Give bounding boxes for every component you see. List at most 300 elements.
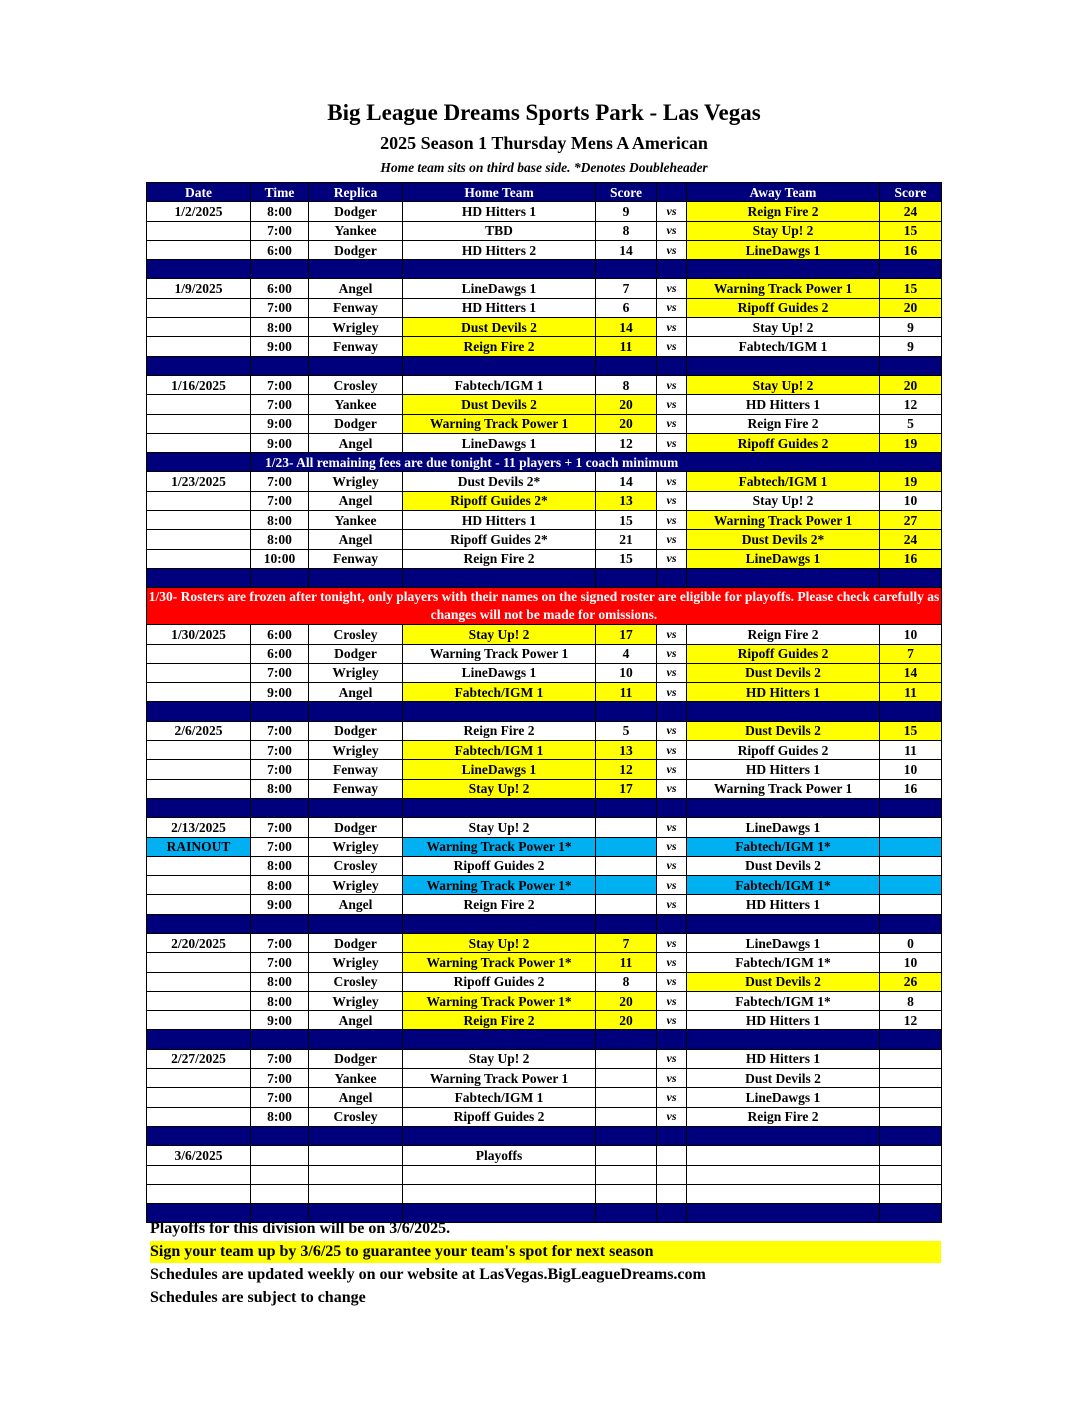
separator-cell xyxy=(147,453,251,472)
cell-date xyxy=(147,298,251,317)
game-row xyxy=(147,991,942,1010)
cell-replica xyxy=(309,1146,403,1165)
cell-vs: vs xyxy=(657,760,687,779)
blank-cell xyxy=(147,1165,251,1184)
game-row xyxy=(147,933,942,952)
cell-home-score: 8 xyxy=(596,375,657,394)
cell-away-score: 15 xyxy=(880,721,942,740)
notice-row xyxy=(147,453,942,472)
cell-vs: vs xyxy=(657,895,687,914)
cell-away-team: Fabtech/IGM 1* xyxy=(687,953,880,972)
game-row xyxy=(147,837,942,856)
cell-time: 7:00 xyxy=(251,395,309,414)
cell-away-team: Reign Fire 2 xyxy=(687,1107,880,1126)
separator-cell xyxy=(880,702,942,721)
cell-time: 7:00 xyxy=(251,953,309,972)
cell-time: 6:00 xyxy=(251,644,309,663)
game-row xyxy=(147,741,942,760)
separator-row xyxy=(147,1030,942,1049)
cell-home-team: Fabtech/IGM 1 xyxy=(403,683,596,702)
cell-vs: vs xyxy=(657,741,687,760)
cell-time: 8:00 xyxy=(251,856,309,875)
cell-replica: Angel xyxy=(309,491,403,510)
cell-home-team: Reign Fire 2 xyxy=(403,337,596,356)
game-row xyxy=(147,240,942,259)
cell-home-team: Warning Track Power 1* xyxy=(403,953,596,972)
separator-cell xyxy=(880,1126,942,1145)
cell-date xyxy=(147,779,251,798)
cell-date: 1/2/2025 xyxy=(147,202,251,221)
cell-home-team: Fabtech/IGM 1 xyxy=(403,375,596,394)
cell-home-score: 12 xyxy=(596,760,657,779)
cell-vs: vs xyxy=(657,933,687,952)
cell-away-team: Reign Fire 2 xyxy=(687,202,880,221)
cell-date xyxy=(147,530,251,549)
cell-away-team: LineDawgs 1 xyxy=(687,240,880,259)
col-header-time: Time xyxy=(251,183,309,202)
separator-cell xyxy=(309,568,403,587)
cell-home-score: 14 xyxy=(596,240,657,259)
cell-date xyxy=(147,895,251,914)
cell-home-score: 11 xyxy=(596,953,657,972)
cell-vs: vs xyxy=(657,279,687,298)
cell-away-team: Dust Devils 2* xyxy=(687,530,880,549)
cell-away-score: 26 xyxy=(880,972,942,991)
cell-vs: vs xyxy=(657,530,687,549)
cell-home-team: Reign Fire 2 xyxy=(403,721,596,740)
cell-away-score: 11 xyxy=(880,683,942,702)
col-header-date: Date xyxy=(147,183,251,202)
cell-home-score: 11 xyxy=(596,337,657,356)
playoff-row xyxy=(147,1146,942,1165)
cell-away-team: Fabtech/IGM 1* xyxy=(687,837,880,856)
page-title: Big League Dreams Sports Park - Las Vegas xyxy=(327,100,761,125)
cell-time: 7:00 xyxy=(251,663,309,682)
cell-date xyxy=(147,433,251,452)
cell-away-score: 15 xyxy=(880,221,942,240)
game-row xyxy=(147,1049,942,1068)
cell-date xyxy=(147,683,251,702)
cell-replica: Angel xyxy=(309,895,403,914)
cell-home-team: Fabtech/IGM 1 xyxy=(403,1088,596,1107)
cell-time xyxy=(251,1146,309,1165)
cell-home-team: Warning Track Power 1 xyxy=(403,644,596,663)
cell-away-team: HD Hitters 1 xyxy=(687,395,880,414)
separator-row xyxy=(147,568,942,587)
cell-away-score: 10 xyxy=(880,953,942,972)
separator-cell xyxy=(251,1030,309,1049)
cell-home-score: 9 xyxy=(596,202,657,221)
cell-away-score: 10 xyxy=(880,625,942,644)
game-row xyxy=(147,202,942,221)
cell-replica: Wrigley xyxy=(309,953,403,972)
cell-home-score: 8 xyxy=(596,221,657,240)
cell-away-team: HD Hitters 1 xyxy=(687,683,880,702)
cell-date xyxy=(147,511,251,530)
cell-replica: Angel xyxy=(309,433,403,452)
cell-away-team: Warning Track Power 1 xyxy=(687,511,880,530)
separator-cell xyxy=(147,1126,251,1145)
cell-home-team: Warning Track Power 1 xyxy=(403,1069,596,1088)
cell-home-score: 10 xyxy=(596,663,657,682)
separator-cell xyxy=(403,1126,596,1145)
cell-time: 7:00 xyxy=(251,298,309,317)
separator-cell xyxy=(596,702,657,721)
cell-away-score: 15 xyxy=(880,279,942,298)
cell-time: 7:00 xyxy=(251,933,309,952)
cell-date xyxy=(147,856,251,875)
cell-vs: vs xyxy=(657,221,687,240)
cell-time: 7:00 xyxy=(251,375,309,394)
cell-time: 6:00 xyxy=(251,279,309,298)
cell-replica: Yankee xyxy=(309,511,403,530)
separator-cell xyxy=(657,260,687,279)
cell-away-score: 19 xyxy=(880,433,942,452)
cell-date xyxy=(147,972,251,991)
cell-replica: Yankee xyxy=(309,1069,403,1088)
game-row xyxy=(147,395,942,414)
cell-time: 7:00 xyxy=(251,1049,309,1068)
blank-cell xyxy=(687,1165,880,1184)
separator-cell xyxy=(309,260,403,279)
separator-cell xyxy=(657,1126,687,1145)
separator-cell xyxy=(687,702,880,721)
col-header-away-score: Score xyxy=(880,183,942,202)
game-row xyxy=(147,549,942,568)
footer-website-note: Schedules are updated weekly on our website at LasVegas.BigLeagueDreams.com xyxy=(150,1266,706,1283)
blank-cell xyxy=(657,1165,687,1184)
separator-cell xyxy=(687,798,880,817)
separator-cell xyxy=(596,356,657,375)
blank-cell xyxy=(687,1184,880,1203)
game-row xyxy=(147,663,942,682)
game-row xyxy=(147,221,942,240)
cell-away-team: Warning Track Power 1 xyxy=(687,279,880,298)
cell-date: 2/13/2025 xyxy=(147,818,251,837)
cell-away-score: 8 xyxy=(880,991,942,1010)
game-row xyxy=(147,856,942,875)
cell-date xyxy=(147,1011,251,1030)
cell-home-team: Dust Devils 2* xyxy=(403,472,596,491)
cell-away-team: LineDawgs 1 xyxy=(687,549,880,568)
cell-date: 1/16/2025 xyxy=(147,375,251,394)
cell-vs: vs xyxy=(657,779,687,798)
cell-home-team: HD Hitters 2 xyxy=(403,240,596,259)
cell-away-team: Dust Devils 2 xyxy=(687,972,880,991)
cell-home-score: 20 xyxy=(596,414,657,433)
cell-vs: vs xyxy=(657,395,687,414)
cell-date xyxy=(147,876,251,895)
cell-home-score xyxy=(596,818,657,837)
cell-vs: vs xyxy=(657,644,687,663)
cell-replica: Fenway xyxy=(309,337,403,356)
cell-away-score xyxy=(880,1107,942,1126)
cell-vs: vs xyxy=(657,876,687,895)
cell-replica: Wrigley xyxy=(309,876,403,895)
cell-replica: Dodger xyxy=(309,721,403,740)
blank-cell xyxy=(880,1184,942,1203)
separator-cell xyxy=(147,568,251,587)
blank-cell xyxy=(309,1165,403,1184)
cell-time: 7:00 xyxy=(251,1069,309,1088)
separator-cell xyxy=(309,356,403,375)
cell-home-score xyxy=(596,1069,657,1088)
separator-cell xyxy=(880,914,942,933)
cell-time: 8:00 xyxy=(251,202,309,221)
cell-time: 7:00 xyxy=(251,491,309,510)
cell-vs: vs xyxy=(657,1107,687,1126)
cell-away-team: Stay Up! 2 xyxy=(687,375,880,394)
cell-home-team: LineDawgs 1 xyxy=(403,663,596,682)
cell-home-team: Warning Track Power 1* xyxy=(403,991,596,1010)
cell-away-team: Stay Up! 2 xyxy=(687,221,880,240)
blank-cell xyxy=(596,1184,657,1203)
cell-away-score xyxy=(880,1088,942,1107)
cell-away-team: HD Hitters 1 xyxy=(687,1011,880,1030)
cell-away-score xyxy=(880,1146,942,1165)
cell-home-score xyxy=(596,856,657,875)
cell-replica: Wrigley xyxy=(309,472,403,491)
separator-cell xyxy=(147,914,251,933)
game-row xyxy=(147,298,942,317)
separator-row xyxy=(147,1126,942,1145)
separator-cell xyxy=(309,1030,403,1049)
cell-replica: Dodger xyxy=(309,818,403,837)
separator-row xyxy=(147,702,942,721)
cell-vs: vs xyxy=(657,511,687,530)
cell-replica: Angel xyxy=(309,530,403,549)
cell-date xyxy=(147,337,251,356)
cell-date: 1/9/2025 xyxy=(147,279,251,298)
separator-row xyxy=(147,914,942,933)
separator-cell xyxy=(596,1030,657,1049)
cell-date xyxy=(147,991,251,1010)
separator-cell xyxy=(687,1030,880,1049)
cell-replica: Fenway xyxy=(309,779,403,798)
cell-home-team: Dust Devils 2 xyxy=(403,318,596,337)
game-row xyxy=(147,279,942,298)
cell-home-score: 13 xyxy=(596,741,657,760)
cell-time: 8:00 xyxy=(251,530,309,549)
cell-time: 9:00 xyxy=(251,337,309,356)
cell-replica: Dodger xyxy=(309,933,403,952)
cell-replica: Angel xyxy=(309,1011,403,1030)
cell-away-team: LineDawgs 1 xyxy=(687,933,880,952)
separator-cell xyxy=(147,798,251,817)
cell-away-score: 20 xyxy=(880,375,942,394)
cell-replica: Wrigley xyxy=(309,991,403,1010)
table-header-row xyxy=(147,183,942,202)
cell-replica: Wrigley xyxy=(309,318,403,337)
cell-time: 7:00 xyxy=(251,760,309,779)
separator-cell xyxy=(403,914,596,933)
separator-cell xyxy=(147,260,251,279)
cell-home-score: 11 xyxy=(596,683,657,702)
separator-cell xyxy=(403,702,596,721)
game-row xyxy=(147,625,942,644)
cell-replica: Yankee xyxy=(309,395,403,414)
cell-date xyxy=(147,395,251,414)
separator-cell xyxy=(657,914,687,933)
cell-home-team: Ripoff Guides 2 xyxy=(403,856,596,875)
game-row xyxy=(147,760,942,779)
cell-away-score: 16 xyxy=(880,779,942,798)
cell-vs: vs xyxy=(657,1049,687,1068)
separator-cell xyxy=(251,702,309,721)
cell-home-score xyxy=(596,1107,657,1126)
cell-vs: vs xyxy=(657,856,687,875)
game-row xyxy=(147,433,942,452)
cell-vs xyxy=(657,1146,687,1165)
cell-home-team: LineDawgs 1 xyxy=(403,433,596,452)
separator-cell xyxy=(251,1126,309,1145)
cell-home-team: Stay Up! 2 xyxy=(403,779,596,798)
cell-home-score: 14 xyxy=(596,318,657,337)
cell-home-team: Ripoff Guides 2 xyxy=(403,1107,596,1126)
cell-vs: vs xyxy=(657,202,687,221)
cell-vs: vs xyxy=(657,414,687,433)
schedule-table xyxy=(146,182,942,1223)
separator-cell xyxy=(251,914,309,933)
cell-time: 7:00 xyxy=(251,472,309,491)
cell-home-team: Stay Up! 2 xyxy=(403,1049,596,1068)
cell-home-team: Reign Fire 2 xyxy=(403,895,596,914)
cell-away-team: Reign Fire 2 xyxy=(687,414,880,433)
cell-home-score xyxy=(596,895,657,914)
cell-home-team: Warning Track Power 1* xyxy=(403,876,596,895)
cell-away-team: Stay Up! 2 xyxy=(687,318,880,337)
cell-time: 6:00 xyxy=(251,625,309,644)
cell-date: 1/23/2025 xyxy=(147,472,251,491)
game-row xyxy=(147,779,942,798)
cell-date xyxy=(147,741,251,760)
cell-away-score: 20 xyxy=(880,298,942,317)
cell-vs: vs xyxy=(657,491,687,510)
game-row xyxy=(147,414,942,433)
cell-home-team: Stay Up! 2 xyxy=(403,625,596,644)
cell-replica: Yankee xyxy=(309,221,403,240)
cell-away-team: Dust Devils 2 xyxy=(687,721,880,740)
cell-away-team: Dust Devils 2 xyxy=(687,663,880,682)
separator-cell xyxy=(251,568,309,587)
cell-vs: vs xyxy=(657,683,687,702)
separator-cell xyxy=(687,260,880,279)
cell-home-team: Warning Track Power 1* xyxy=(403,837,596,856)
cell-vs: vs xyxy=(657,837,687,856)
game-row xyxy=(147,683,942,702)
cell-home-score: 21 xyxy=(596,530,657,549)
cell-away-score: 12 xyxy=(880,1011,942,1030)
footer-playoffs-note: Playoffs for this division will be on 3/6/2025. xyxy=(150,1220,451,1237)
game-row xyxy=(147,818,942,837)
separator-row xyxy=(147,798,942,817)
cell-home-score: 7 xyxy=(596,279,657,298)
separator-cell xyxy=(251,260,309,279)
cell-home-score: 5 xyxy=(596,721,657,740)
cell-vs: vs xyxy=(657,1011,687,1030)
cell-replica: Dodger xyxy=(309,1049,403,1068)
cell-home-team: LineDawgs 1 xyxy=(403,279,596,298)
cell-replica: Fenway xyxy=(309,549,403,568)
cell-away-score: 16 xyxy=(880,240,942,259)
blank-row xyxy=(147,1165,942,1184)
cell-home-score xyxy=(596,1146,657,1165)
cell-home-team: Reign Fire 2 xyxy=(403,1011,596,1030)
blank-cell xyxy=(309,1184,403,1203)
game-row xyxy=(147,953,942,972)
footer-signup-note: Sign your team up by 3/6/25 to guarantee your team's spot for next season xyxy=(150,1241,941,1263)
cell-date: RAINOUT xyxy=(147,837,251,856)
cell-away-score xyxy=(880,1069,942,1088)
cell-home-score: 20 xyxy=(596,395,657,414)
cell-time: 8:00 xyxy=(251,511,309,530)
blank-cell xyxy=(147,1184,251,1203)
game-row xyxy=(147,375,942,394)
cell-away-team: Dust Devils 2 xyxy=(687,856,880,875)
cell-away-team xyxy=(687,1146,880,1165)
separator-cell xyxy=(880,356,942,375)
game-row xyxy=(147,876,942,895)
cell-away-team: HD Hitters 1 xyxy=(687,895,880,914)
col-header-replica: Replica xyxy=(309,183,403,202)
game-row xyxy=(147,1011,942,1030)
cell-time: 7:00 xyxy=(251,221,309,240)
cell-away-score xyxy=(880,1049,942,1068)
blank-cell xyxy=(403,1165,596,1184)
separator-row xyxy=(147,260,942,279)
game-row xyxy=(147,472,942,491)
cell-away-score: 10 xyxy=(880,760,942,779)
cell-vs: vs xyxy=(657,337,687,356)
cell-date: 2/27/2025 xyxy=(147,1049,251,1068)
cell-replica: Dodger xyxy=(309,240,403,259)
cell-date xyxy=(147,1069,251,1088)
cell-date xyxy=(147,549,251,568)
cell-replica: Dodger xyxy=(309,202,403,221)
blank-cell xyxy=(880,1165,942,1184)
cell-home-team: Ripoff Guides 2 xyxy=(403,972,596,991)
cell-vs: vs xyxy=(657,472,687,491)
separator-cell xyxy=(657,568,687,587)
blank-cell xyxy=(403,1184,596,1203)
game-row xyxy=(147,721,942,740)
cell-away-score: 16 xyxy=(880,549,942,568)
cell-away-score: 12 xyxy=(880,395,942,414)
cell-date xyxy=(147,1088,251,1107)
cell-home-score: 20 xyxy=(596,1011,657,1030)
cell-vs: vs xyxy=(657,721,687,740)
game-row xyxy=(147,1069,942,1088)
cell-date xyxy=(147,760,251,779)
cell-replica: Wrigley xyxy=(309,741,403,760)
cell-replica: Angel xyxy=(309,683,403,702)
separator-cell xyxy=(596,914,657,933)
cell-replica: Angel xyxy=(309,279,403,298)
separator-cell xyxy=(403,798,596,817)
separator-row xyxy=(147,356,942,375)
cell-home-team: TBD xyxy=(403,221,596,240)
cell-away-team: Stay Up! 2 xyxy=(687,491,880,510)
separator-cell xyxy=(403,1030,596,1049)
blank-cell xyxy=(657,1184,687,1203)
cell-away-team: Fabtech/IGM 1* xyxy=(687,991,880,1010)
cell-home-team: LineDawgs 1 xyxy=(403,760,596,779)
separator-cell xyxy=(657,702,687,721)
alert-row xyxy=(147,588,942,625)
cell-time: 8:00 xyxy=(251,972,309,991)
cell-date xyxy=(147,240,251,259)
cell-time: 6:00 xyxy=(251,240,309,259)
